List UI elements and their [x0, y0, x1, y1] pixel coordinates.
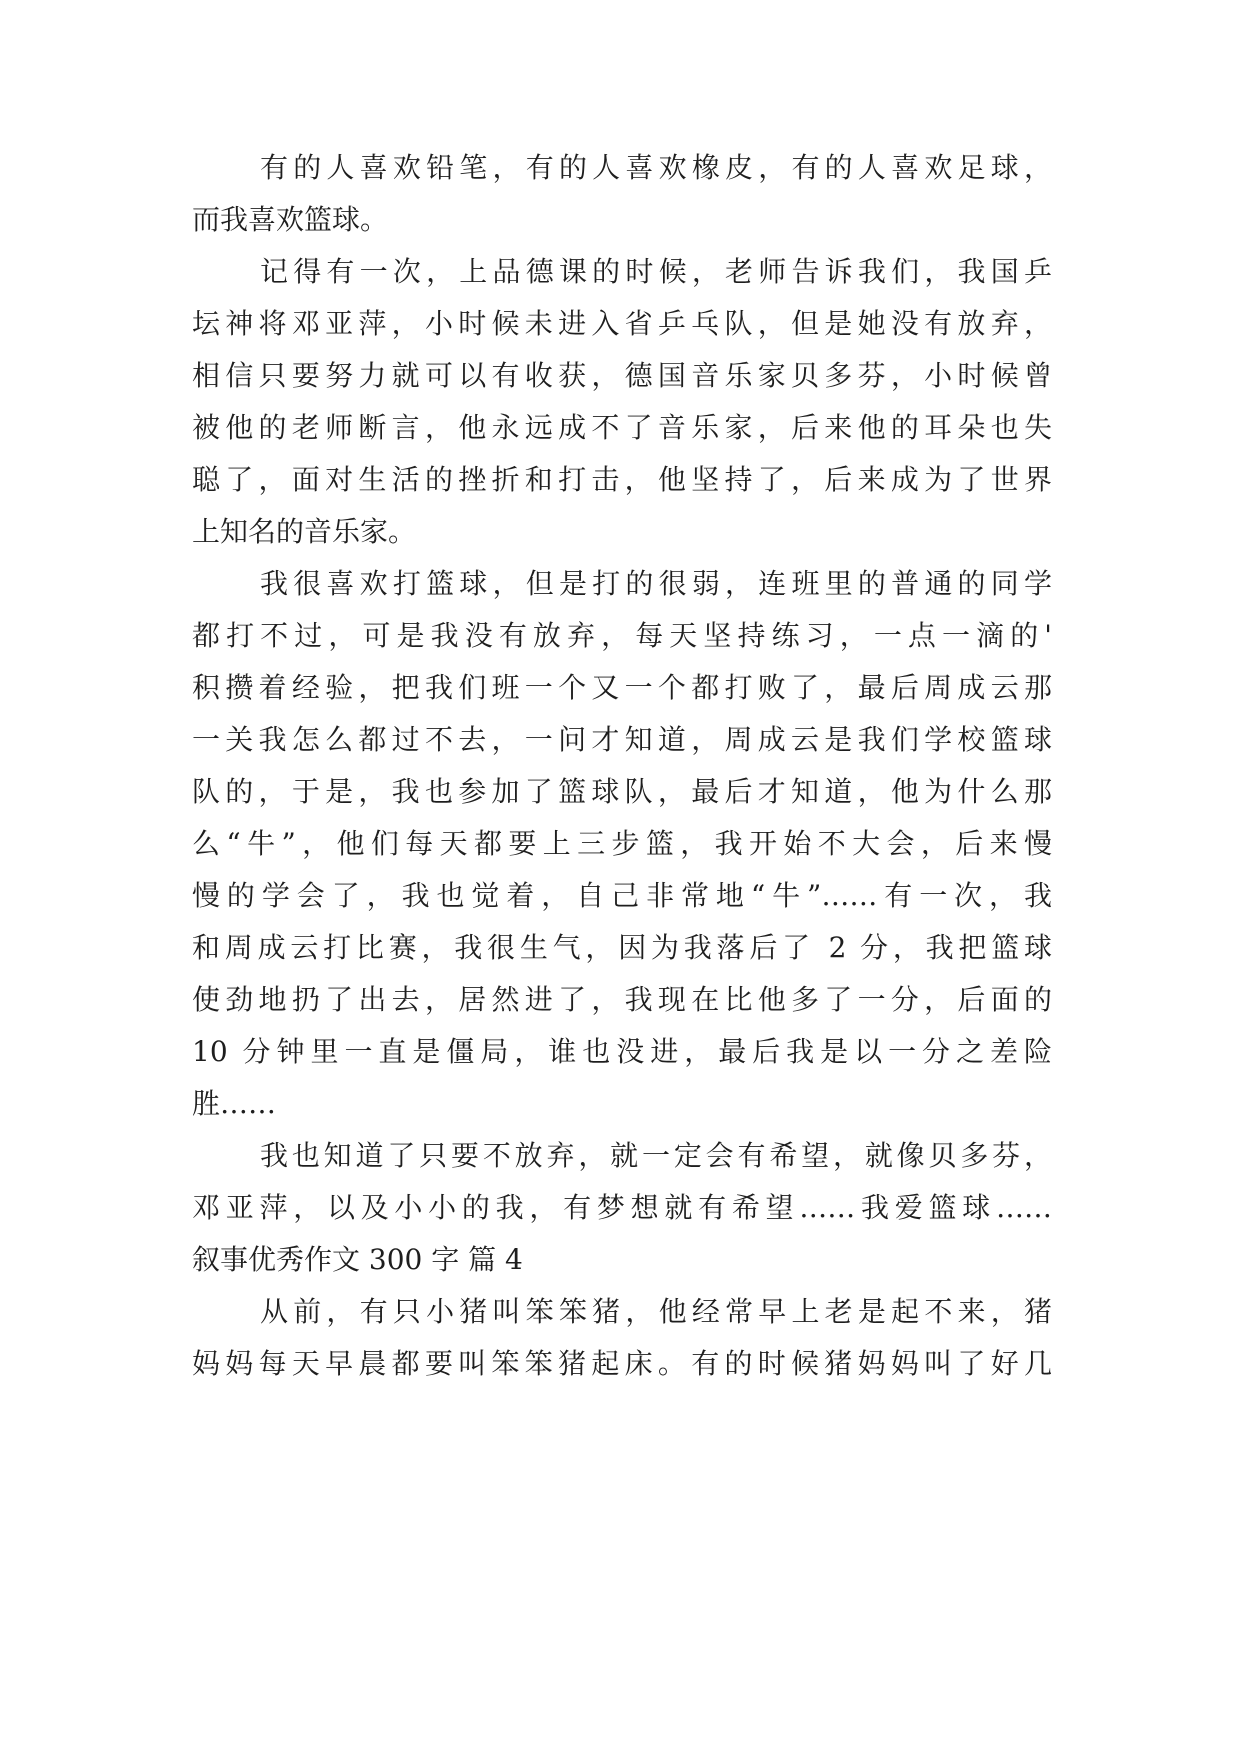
paragraph-3-line-2: 都打不过，可是我没有放弃，每天坚持练习，一点一滴的' — [192, 619, 1052, 652]
paragraph-3-line-10: 10 分钟里一直是僵局，谁也没进，最后我是以一分之差险 — [192, 1035, 1052, 1068]
section-heading: 叙事优秀作文 300 字 篇 4 — [192, 1243, 523, 1276]
paragraph-3-line-6: 么“牛”，他们每天都要上三步篮，我开始不大会，后来慢 — [192, 827, 1052, 860]
paragraph-1-line-2: 而我喜欢篮球。 — [192, 203, 389, 236]
paragraph-4-line-2: 邓亚萍，以及小小的我，有梦想就有希望……我爱篮球…… — [192, 1191, 1052, 1224]
paragraph-2-line-4: 被他的老师断言，他永远成不了音乐家，后来他的耳朵也失 — [192, 411, 1052, 444]
paragraph-3-line-9: 使劲地扔了出去，居然进了，我现在比他多了一分，后面的 — [192, 983, 1052, 1016]
paragraph-1-line-1: 有的人喜欢铅笔，有的人喜欢橡皮，有的人喜欢足球， — [260, 151, 1052, 184]
paragraph-2-line-5: 聪了，面对生活的挫折和打击，他坚持了，后来成为了世界 — [192, 463, 1052, 496]
paragraph-4-line-1: 我也知道了只要不放弃，就一定会有希望，就像贝多芬， — [260, 1139, 1052, 1172]
paragraph-2-line-1: 记得有一次，上品德课的时候，老师告诉我们，我国乒 — [260, 255, 1052, 288]
paragraph-3-line-3: 积攒着经验，把我们班一个又一个都打败了，最后周成云那 — [192, 671, 1052, 704]
paragraph-5-line-1: 从前，有只小猪叫笨笨猪，他经常早上老是起不来，猪 — [260, 1295, 1052, 1328]
paragraph-2-line-6: 上知名的音乐家。 — [192, 515, 417, 548]
paragraph-5-line-2: 妈妈每天早晨都要叫笨笨猪起床。有的时候猪妈妈叫了好几 — [192, 1347, 1052, 1380]
paragraph-3-line-1: 我很喜欢打篮球，但是打的很弱，连班里的普通的同学 — [260, 567, 1052, 600]
paragraph-3-line-11: 胜…… — [192, 1087, 277, 1120]
paragraph-3-line-7: 慢的学会了，我也觉着，自己非常地“牛”……有一次，我 — [192, 879, 1052, 912]
paragraph-2-line-3: 相信只要努力就可以有收获，德国音乐家贝多芬，小时候曾 — [192, 359, 1052, 392]
paragraph-2-line-2: 坛神将邓亚萍，小时候未进入省乒乓队，但是她没有放弃， — [192, 307, 1052, 340]
paragraph-3-line-5: 队的，于是，我也参加了篮球队，最后才知道，他为什么那 — [192, 775, 1052, 808]
paragraph-3-line-8: 和周成云打比赛，我很生气，因为我落后了 2 分，我把篮球 — [192, 931, 1052, 964]
paragraph-3-line-4: 一关我怎么都过不去，一问才知道，周成云是我们学校篮球 — [192, 723, 1052, 756]
